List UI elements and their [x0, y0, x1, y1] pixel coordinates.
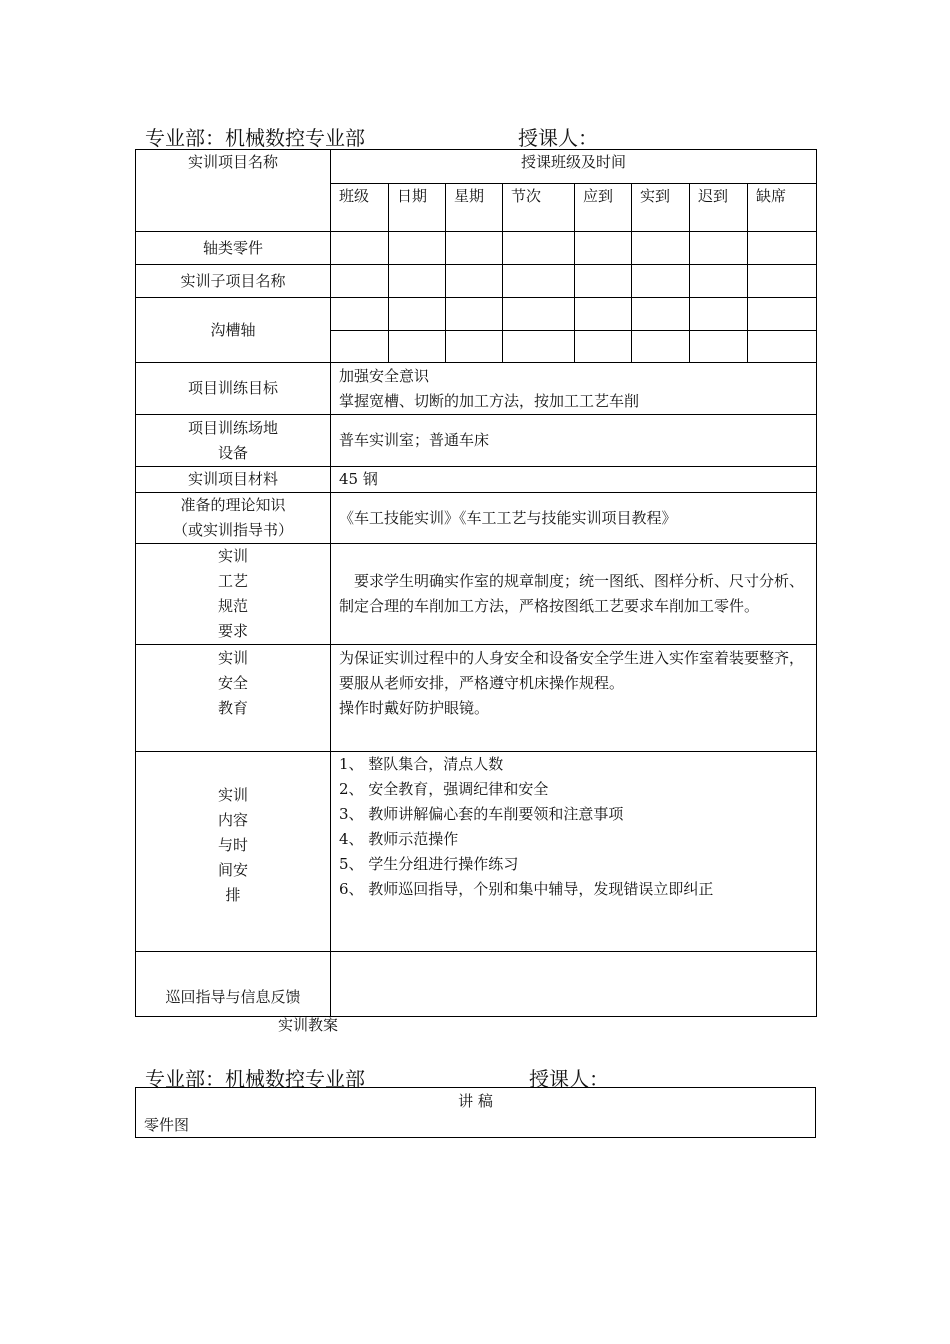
content-label-line: 与时 [217, 836, 248, 854]
content-item: 1、 整队集合，清点人数 [339, 755, 504, 773]
teacher-label-2: 授课人： [529, 1067, 609, 1091]
material-label: 实训项目材料 [136, 467, 331, 493]
attendance-cell [446, 298, 503, 331]
col-class: 班级 [331, 184, 389, 232]
safety-label [136, 645, 331, 752]
attendance-cell [389, 265, 446, 298]
col-absent: 缺席 [748, 184, 817, 232]
venue-value: 普车实训室；普通车床 [331, 415, 817, 467]
col-present: 实到 [632, 184, 690, 232]
attendance-cell [331, 331, 389, 363]
theory-label-line: （或实训指导书） [172, 521, 293, 539]
attendance-cell [575, 232, 632, 265]
content-item: 2、 安全教育，强调纪律和安全 [339, 780, 549, 798]
col-late: 迟到 [690, 184, 748, 232]
goal-line: 掌握宽槽、切断的加工方法，按加工工艺车削 [339, 392, 640, 410]
feedback-label: 巡回指导与信息反馈 [136, 952, 331, 1017]
material-value: 45 钢 [331, 467, 817, 493]
safety-line: 为保证实训过程中的人身安全和设备安全学生进入实作室着装要整齐，要服从老师安排，严格遵守机床操作规程。 [339, 649, 805, 692]
process-value: 要求学生明确实作室的规章制度；统一图纸、图样分析、尺寸分析、制定合理的车削加工方法，严格按图纸工艺要求车削加工零件。 [331, 544, 817, 645]
training-plan-table [135, 149, 817, 1017]
attendance-cell [632, 298, 690, 331]
venue-label-line: 项目训练场地 [187, 418, 278, 437]
attendance-cell [748, 331, 817, 363]
attendance-cell [748, 265, 817, 298]
project-name-header: 实训项目名称 [136, 150, 331, 232]
content-item: 3、 教师讲解偏心套的车削要领和注意事项 [339, 805, 624, 823]
attendance-cell [389, 331, 446, 363]
safety-label-line: 实训 [217, 649, 248, 667]
attendance-cell [632, 232, 690, 265]
attendance-cell [389, 232, 446, 265]
process-label-line: 要求 [217, 622, 248, 640]
process-label-line: 实训 [217, 547, 248, 565]
attendance-cell [446, 232, 503, 265]
safety-value [331, 645, 817, 752]
attendance-cell [446, 331, 503, 363]
department-label-2: 专业部：机械数控专业部 [145, 1067, 365, 1091]
attendance-cell [446, 265, 503, 298]
attendance-cell [632, 265, 690, 298]
theory-label-line: 准备的理论知识 [180, 496, 286, 514]
content-label-line: 内容 [217, 811, 248, 829]
page-caption: 实训教案 [278, 1016, 339, 1034]
attendance-cell [575, 331, 632, 363]
col-period: 节次 [503, 184, 575, 232]
attendance-cell [575, 265, 632, 298]
department-label: 专业部：机械数控专业部 [145, 126, 365, 150]
attendance-cell [575, 298, 632, 331]
attendance-cell [690, 265, 748, 298]
attendance-cell [331, 298, 389, 331]
content-value [331, 752, 817, 952]
process-label-line: 工艺 [217, 572, 248, 590]
project-value: 轴类零件 [136, 232, 331, 265]
content-label-line: 实训 [217, 786, 248, 804]
safety-label-line: 教育 [217, 699, 248, 717]
attendance-cell [690, 331, 748, 363]
content-label [136, 752, 331, 952]
attendance-cell [690, 232, 748, 265]
process-label [136, 544, 331, 645]
venue-label-line: 设备 [217, 443, 248, 462]
goal-line: 加强安全意识 [339, 367, 430, 385]
lecture-table [135, 1087, 816, 1138]
goal-value [331, 363, 817, 415]
subproject-value: 沟槽轴 [136, 298, 331, 363]
attendance-cell [503, 232, 575, 265]
subproject-label: 实训子项目名称 [136, 265, 331, 298]
content-item: 6、 教师巡回指导，个别和集中辅导，发现错误立即纠正 [339, 880, 714, 898]
feedback-value [331, 952, 817, 1017]
col-expected: 应到 [575, 184, 632, 232]
attendance-cell [389, 298, 446, 331]
class-time-header: 授课班级及时间 [331, 150, 817, 184]
attendance-cell [748, 232, 817, 265]
col-weekday: 星期 [446, 184, 503, 232]
attendance-cell [632, 331, 690, 363]
content-label-line: 间安 [217, 861, 248, 879]
venue-label [136, 415, 331, 467]
attendance-cell [503, 298, 575, 331]
teacher-label: 授课人： [518, 126, 598, 150]
lecture-cell [136, 1088, 816, 1138]
attendance-cell [331, 232, 389, 265]
goal-label: 项目训练目标 [136, 363, 331, 415]
safety-line: 操作时戴好防护眼镜。 [339, 699, 490, 717]
content-item: 5、 学生分组进行操作练习 [339, 855, 519, 873]
attendance-cell [503, 331, 575, 363]
attendance-cell [331, 265, 389, 298]
part-drawing-label: 零件图 [144, 1116, 190, 1134]
col-date: 日期 [389, 184, 446, 232]
process-label-line: 规范 [217, 597, 248, 615]
content-item: 4、 教师示范操作 [339, 830, 459, 848]
theory-label [136, 493, 331, 544]
lecture-title: 讲 稿 [458, 1092, 493, 1110]
attendance-cell [503, 265, 575, 298]
attendance-cell [748, 298, 817, 331]
theory-value: 《车工技能实训》《车工工艺与技能实训项目教程》 [331, 493, 817, 544]
content-label-line: 排 [225, 886, 241, 904]
attendance-cell [690, 298, 748, 331]
safety-label-line: 安全 [217, 674, 248, 692]
